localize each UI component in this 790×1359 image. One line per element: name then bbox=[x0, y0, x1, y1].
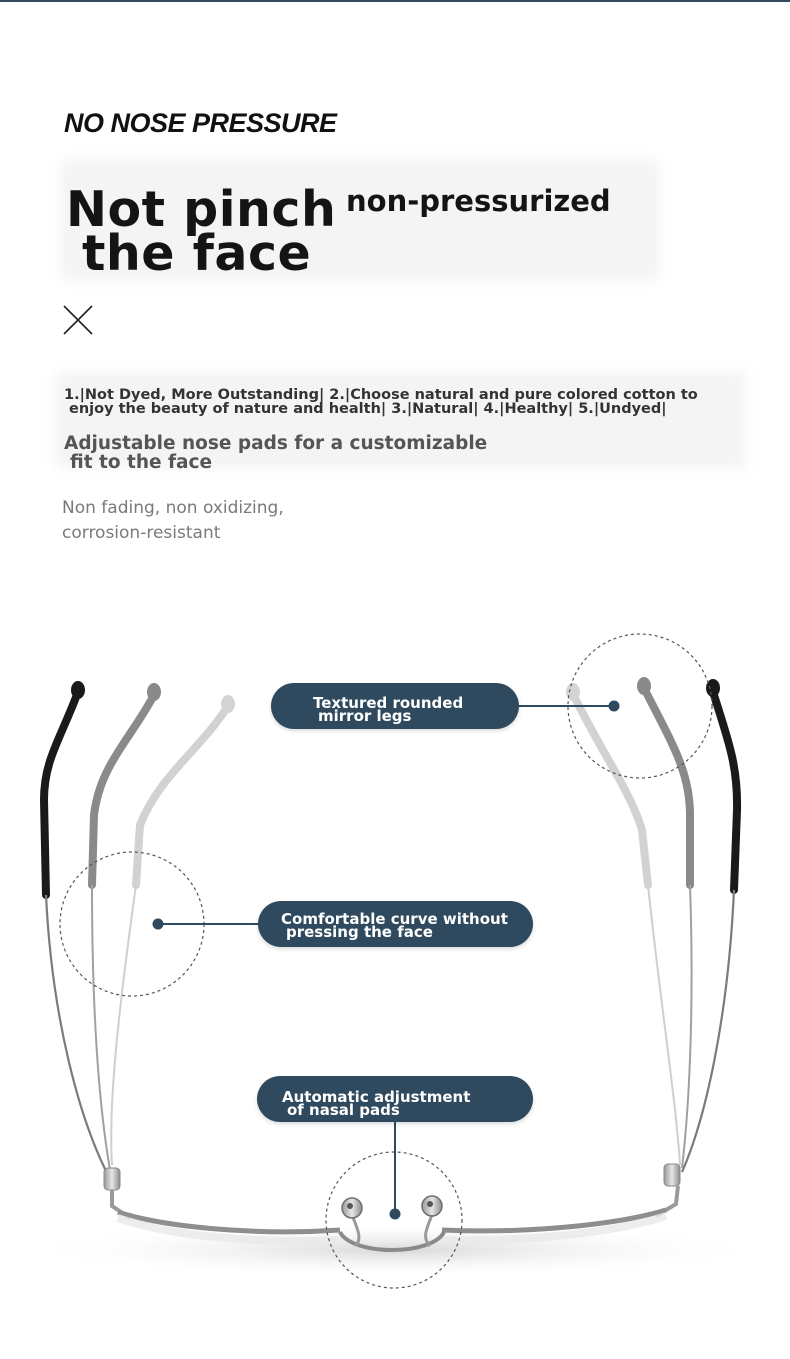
feature-list-line-2: enjoy the beauty of nature and health| 3.|Natural| 4.|Healthy| 5.|Undyed| bbox=[69, 401, 667, 417]
callout-pads bbox=[257, 1076, 533, 1122]
right-temple-light bbox=[566, 683, 680, 1165]
callout-legs-line-2: mirror legs bbox=[318, 707, 412, 725]
callout-pads-line-2: of nasal pads bbox=[287, 1101, 400, 1119]
adjustable-line-1: Adjustable nose pads for a customizable bbox=[64, 433, 488, 454]
connector-dot-legs bbox=[609, 701, 620, 712]
eyebrow-title: NO NOSE PRESSURE bbox=[64, 108, 337, 138]
close-icon bbox=[62, 304, 94, 336]
callout-curve-line-2: pressing the face bbox=[286, 923, 433, 941]
non-fading-line-1: Non fading, non oxidizing, bbox=[62, 498, 284, 518]
left-hinge bbox=[104, 1168, 130, 1218]
right-temple-grey bbox=[637, 677, 692, 1168]
callout-legs-line-1: Textured rounded bbox=[313, 694, 464, 712]
non-fading-text bbox=[62, 496, 284, 546]
connector-dot-pads bbox=[390, 1209, 401, 1220]
right-hinge bbox=[656, 1164, 680, 1216]
callout-curve-line-1: Comfortable curve without bbox=[281, 910, 508, 928]
headline-line-2: the face bbox=[82, 225, 312, 282]
adjustable-text bbox=[64, 434, 487, 472]
callout-pads-line-1: Automatic adjustment bbox=[282, 1088, 471, 1106]
headline bbox=[66, 181, 337, 282]
callout-legs bbox=[271, 683, 519, 729]
callout-curve bbox=[258, 901, 533, 947]
feature-list-line-1: 1.|Not Dyed, More Outstanding| 2.|Choose natural and pure colored cotton to bbox=[64, 387, 698, 403]
top-border bbox=[0, 0, 790, 2]
side-label: non-pressurized bbox=[346, 184, 611, 218]
left-temple-black bbox=[44, 681, 108, 1175]
adjustable-line-2: fit to the face bbox=[70, 452, 213, 473]
left-temple-grey bbox=[92, 683, 161, 1170]
non-fading-line-2: corrosion-resistant bbox=[62, 523, 221, 543]
left-temple-light bbox=[111, 695, 235, 1165]
feature-list bbox=[64, 388, 754, 416]
connector-dot-curve bbox=[153, 919, 164, 930]
headline-line-1: Not pinch bbox=[66, 181, 337, 238]
